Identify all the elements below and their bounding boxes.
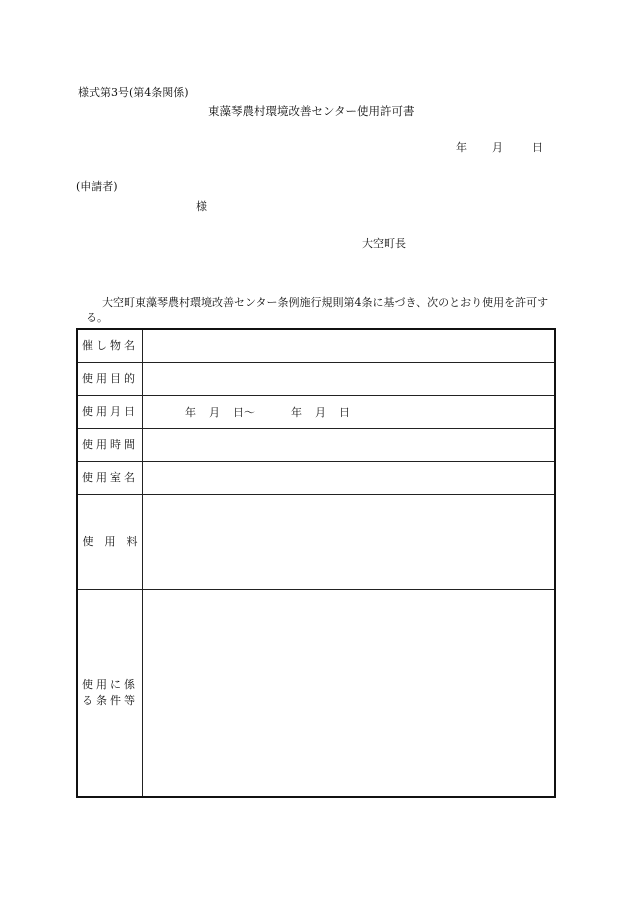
use-date-field[interactable] [143,396,556,429]
use-time-label: 使用時間 [77,429,143,462]
table-row [77,495,555,590]
event-name-field[interactable] [143,329,556,363]
room-label: 使用室名 [77,462,143,495]
to-month: 月 [315,406,326,419]
permission-statement: 大空町東藻琴農村環境改善センター条例施行規則第4条に基づき、次のとおり使用を許可する。 [86,296,549,324]
from-year: 年 [185,406,196,419]
conditions-label-line1: 使用に係 [82,678,138,691]
applicant-label: (申請者) [76,180,118,193]
purpose-label: 使用目的 [77,363,143,396]
date-year-label: 年 [456,141,467,154]
table-row [77,429,555,462]
fee-label: 使 用 料 [77,495,143,590]
document-title: 東藻琴農村環境改善センター使用許可書 [208,104,415,118]
from-month: 月 [209,406,220,419]
room-field[interactable] [143,462,556,495]
conditions-label-line2: る条件等 [82,694,138,707]
to-year: 年 [291,406,302,419]
table-row [77,462,555,495]
fee-field[interactable] [143,495,556,590]
conditions-label [77,590,143,798]
to-day: 日 [339,406,350,419]
table-row [77,329,555,363]
from-day: 日〜 [233,406,255,419]
permit-details-table [76,328,556,798]
issuer-name: 大空町長 [362,237,406,250]
table-row [77,363,555,396]
conditions-field[interactable] [143,590,556,798]
form-number: 様式第3号(第4条関係) [78,86,189,99]
event-name-label: 催し物名 [77,329,143,363]
table-row [77,590,555,798]
date-day-label: 日 [532,141,543,154]
use-time-field[interactable] [143,429,556,462]
date-month-label: 月 [492,141,503,154]
table-row [77,396,555,429]
applicant-honorific: 様 [196,200,207,213]
use-date-label: 使用月日 [77,396,143,429]
purpose-field[interactable] [143,363,556,396]
issue-date [456,141,543,155]
